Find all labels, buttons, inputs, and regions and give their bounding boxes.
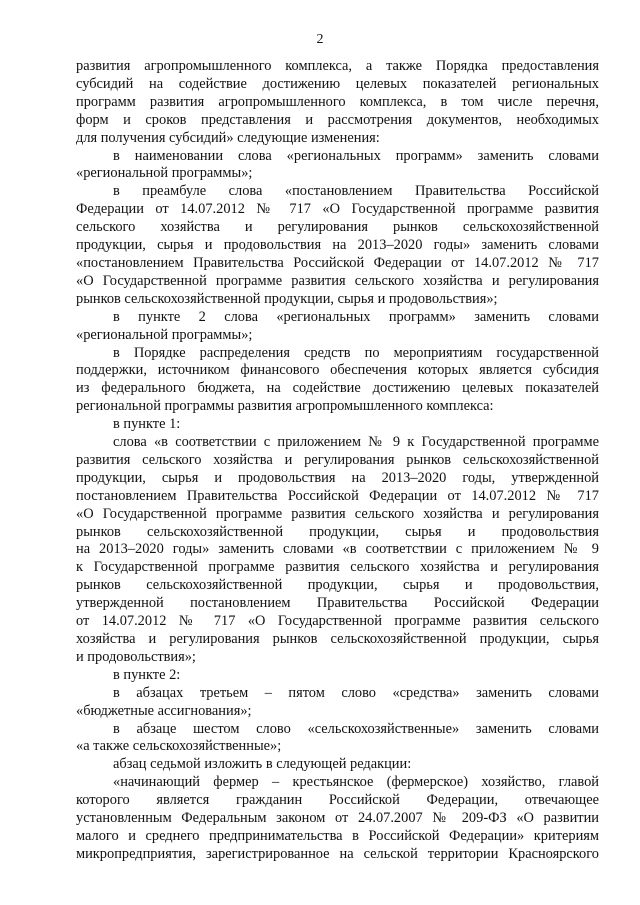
text-line: форм и сроков представления и рассмотрения документов, необходимых	[76, 111, 599, 128]
text-line: региональной программы развития агропромышленного комплекса:	[76, 398, 494, 415]
text-line: рынков сельскохозяйственной продукции, сырья и продовольствия»;	[76, 290, 498, 307]
text-line: из федерального бюджета, на содействие достижению целевых показателей	[76, 380, 599, 397]
document-body	[76, 58, 599, 864]
text-line: в наименовании слова «региональных программ» заменить словами	[113, 147, 599, 164]
text-line: к Государственной программе развития сельского хозяйства и регулирования	[76, 559, 599, 576]
text-line: «начинающий фермер – крестьянское (фермерское) хозяйство, главой	[113, 774, 599, 791]
text-line: утвержденной постановлением Правительства Российской Федерации	[76, 595, 599, 612]
text-line: и продовольствия»;	[76, 648, 196, 665]
text-line: программ развития агропромышленного комплекса, в том числе перечня,	[76, 93, 599, 110]
text-line: продукции, сырья и продовольствия на 2013–2020 годы» заменить словами	[76, 237, 599, 254]
text-line: абзац седьмой изложить в следующей редакции:	[113, 756, 412, 773]
text-line: продукции, сырья и продовольствия на 2013–2020 годы, утвержденной	[76, 469, 599, 486]
text-line: рынков сельскохозяйственной продукции, сырья и продовольствия	[76, 523, 599, 540]
text-line: на 2013–2020 годы» заменить словами «в соответствии с приложением № 9	[76, 541, 599, 558]
text-line: в пункте 2:	[113, 666, 181, 683]
text-line: в пункте 1:	[113, 416, 181, 433]
text-line: которого является гражданин Российской Федерации, отвечающее	[76, 792, 599, 809]
text-line: хозяйства и регулирования рынков сельскохозяйственной продукции, сырья	[76, 631, 599, 647]
text-line: сельского хозяйства и регулирования рынков сельскохозяйственной	[76, 219, 599, 236]
text-line: «а также сельскохозяйственные»;	[76, 738, 282, 755]
text-line: «региональной программы»;	[76, 165, 253, 182]
text-line: поддержки, источником финансового обеспечения которых является субсидия	[76, 362, 599, 379]
text-line: слова «в соответствии с приложением № 9 к Государственной программе	[113, 434, 599, 451]
text-line: в пункте 2 слова «региональных программ» заменить словами	[113, 308, 599, 325]
text-line: «постановлением Правительства Российской Федерации от 14.07.2012 № 717	[76, 254, 599, 271]
text-line: «бюджетные ассигнования»;	[76, 702, 252, 719]
text-line: постановлением Правительства Российской Федерации от 14.07.2012 № 717	[76, 487, 599, 504]
text-line: в абзаце шестом слово «сельскохозяйственные» заменить словами	[113, 720, 599, 737]
text-line: малого и среднего предпринимательства в Российской Федерации» критериям	[76, 827, 599, 844]
text-line: рынков сельскохозяйственной продукции, сырья и продовольствия,	[76, 577, 599, 594]
text-line: развития сельского хозяйства и регулирования рынков сельскохозяйственной	[76, 451, 599, 468]
text-line: установленным Федеральным законом от 24.07.2007 № 209-ФЗ «О развитии	[76, 810, 599, 827]
text-line: «О Государственной программе развития сельского хозяйства и регулирования	[76, 272, 599, 289]
text-line: для получения субсидий» следующие изменения:	[76, 129, 380, 146]
text-line: в преамбуле слова «постановлением Правительства Российской	[113, 183, 599, 200]
text-line: микропредприятия, зарегистрированное на сельской территории Красноярского	[76, 845, 599, 862]
text-line: «О Государственной программе развития сельского хозяйства и регулирования	[76, 505, 599, 522]
text-line: субсидий на содействие достижению целевых показателей региональных	[76, 75, 599, 92]
text-line: в абзацах третьем – пятом слово «средства» заменить словами	[113, 684, 599, 701]
text-line: от 14.07.2012 № 717 «О Государственной программе развития сельского	[76, 613, 599, 630]
text-line: «региональной программы»;	[76, 326, 253, 343]
text-line: в Порядке распределения средств по мероприятиям государственной	[113, 344, 599, 361]
page-number: 2	[316, 32, 324, 47]
text-line: развития агропромышленного комплекса, а также Порядка предоставления	[76, 58, 599, 74]
text-line: Федерации от 14.07.2012 № 717 «О Государственной программе развития	[76, 201, 599, 218]
